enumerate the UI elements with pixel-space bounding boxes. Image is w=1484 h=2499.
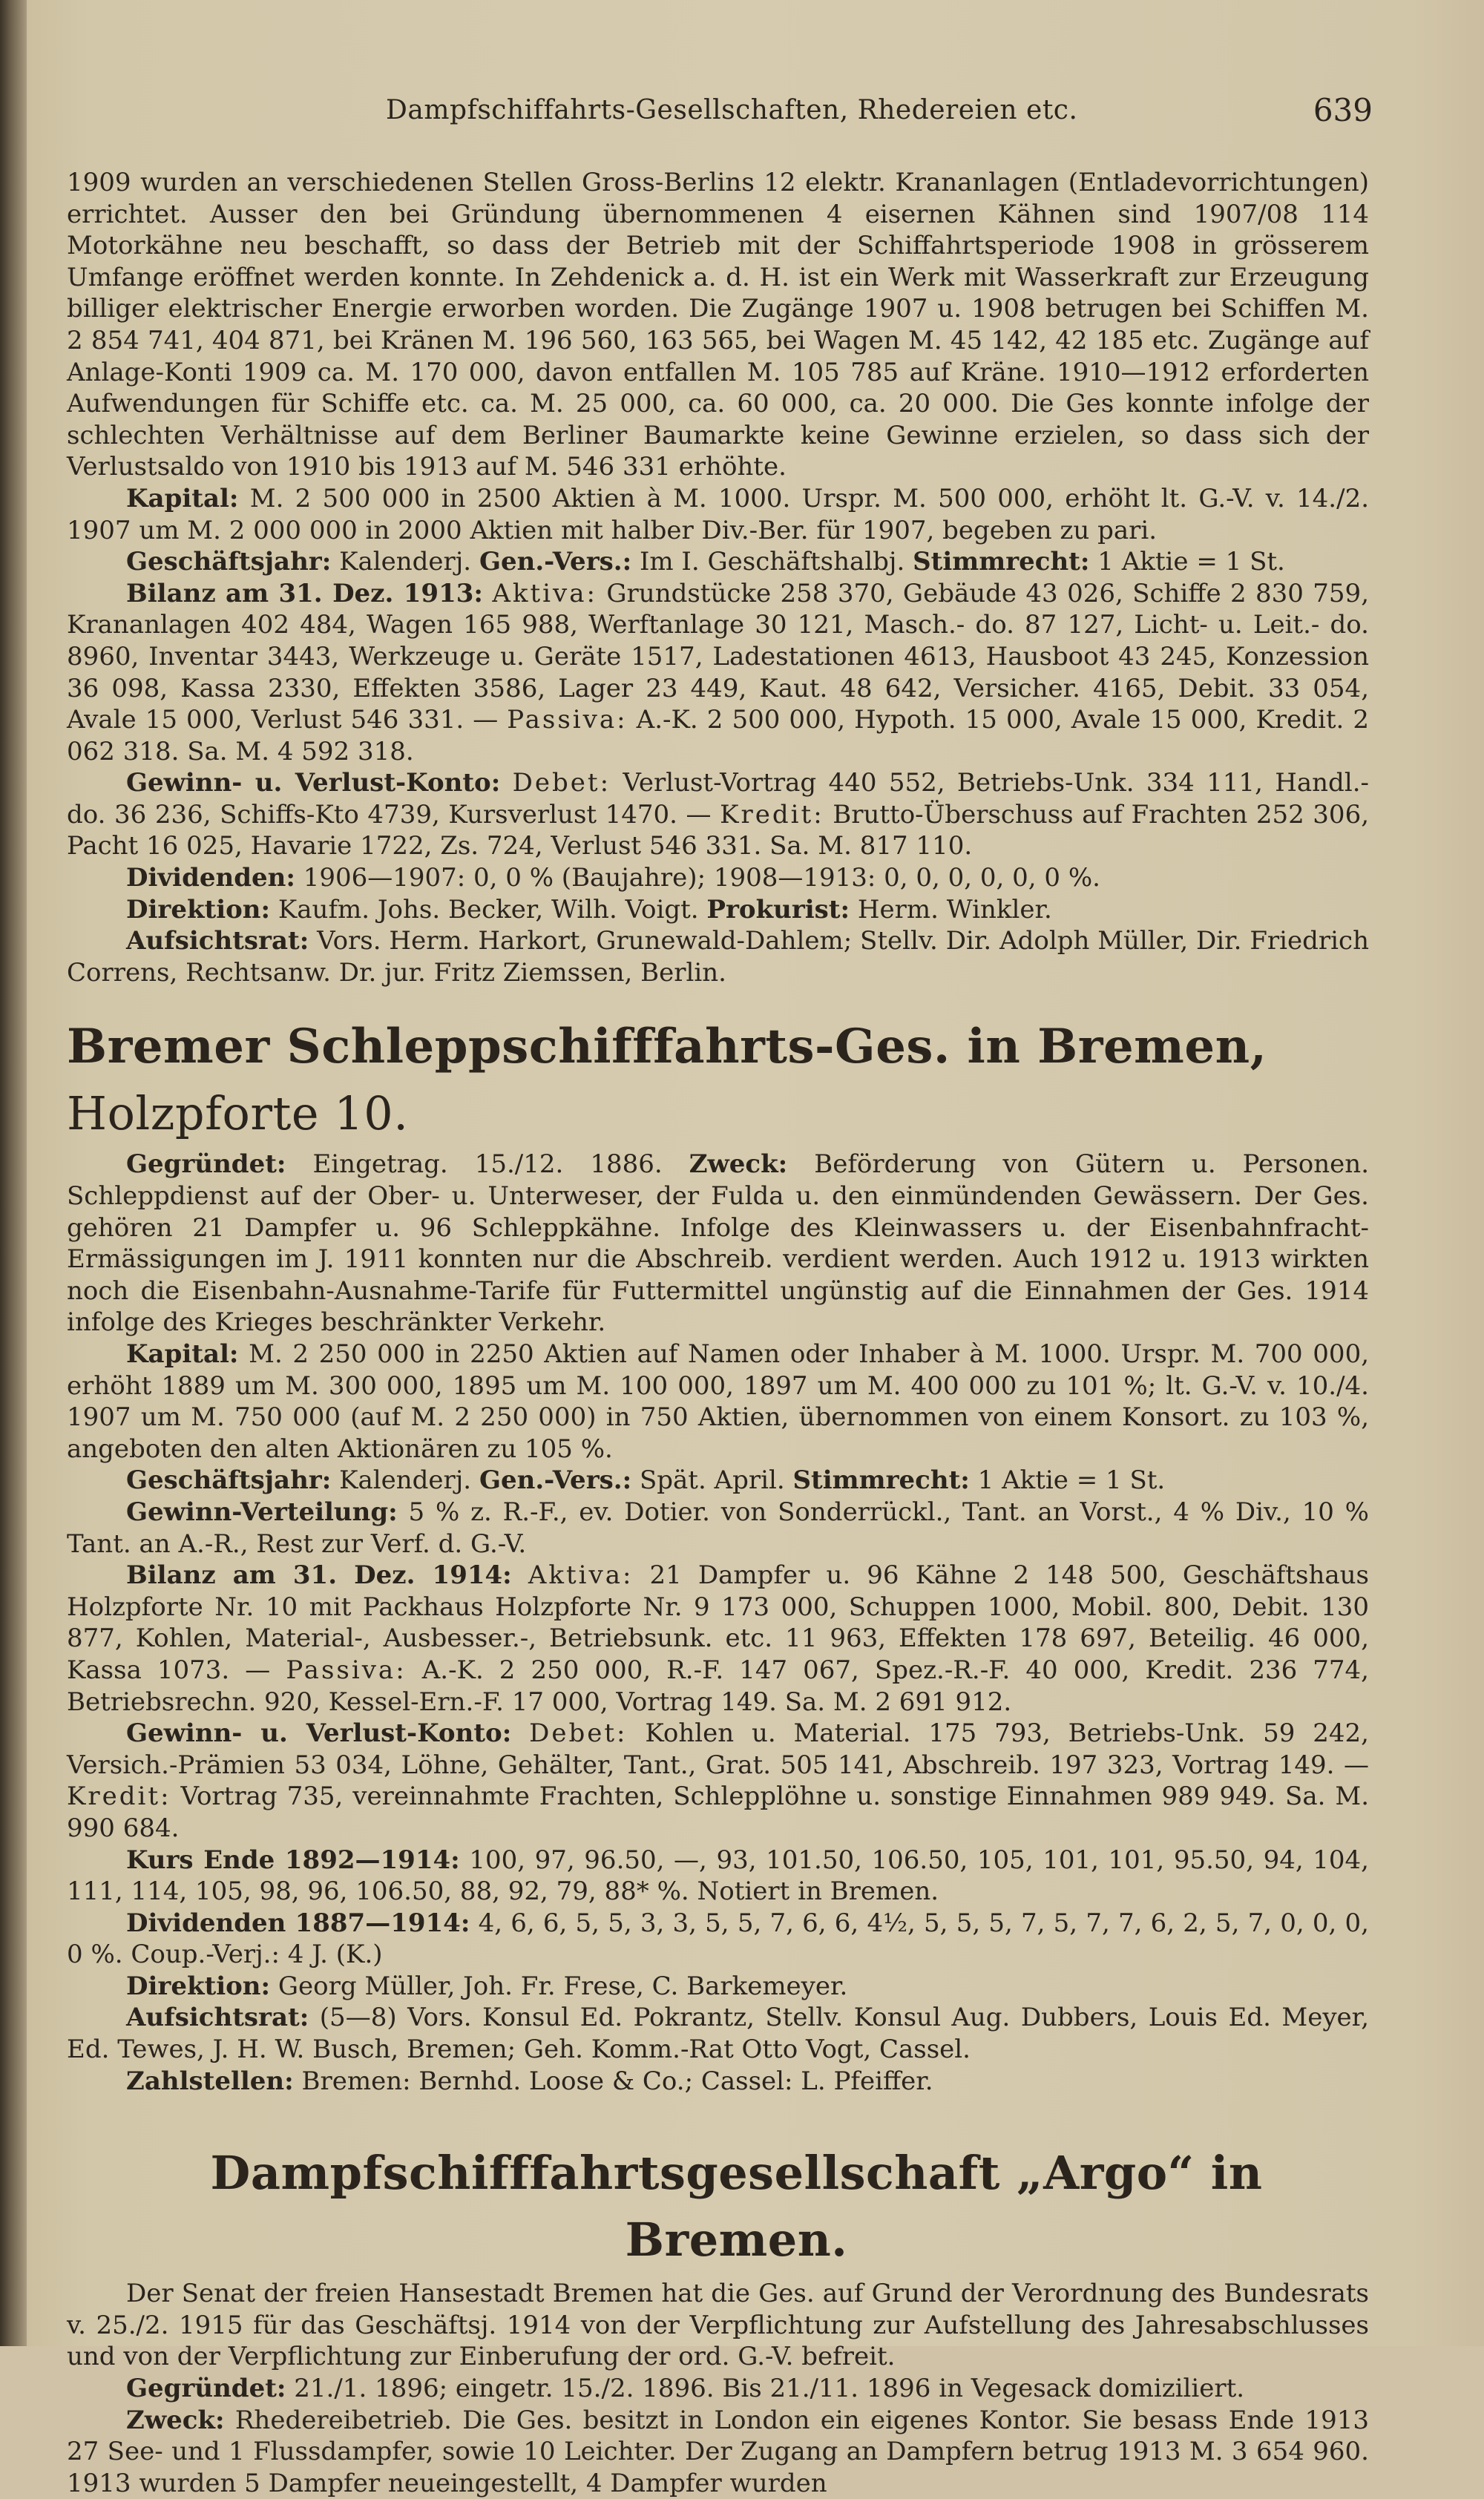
section2-title: Bremer Schleppschifffahrts-Ges. in Bremen,: [67, 1019, 1267, 1075]
aktiva-label: Aktiva:: [492, 578, 597, 608]
stimmrecht-text: 1 Aktie = 1 St.: [977, 1465, 1166, 1496]
kredit-text: Brutto-Überschuss auf Frachten 252 306, Pacht 16 025, Havarie 1722, Zs. 724, Verlust 546 331. Sa. M. 817 110.: [67, 799, 1370, 861]
aufsichtsrat-text: Vors. Herm. Harkort, Grunewald-Dahlem; Stellv. Dir. Adolph Müller, Dir. Friedrich Correns, Rechtsanw. Dr. jur. Fritz Ziemssen, Berlin.: [67, 926, 1369, 988]
gegruendet-label: Gegründet:: [126, 2374, 286, 2404]
section2-kapital: [67, 1339, 1369, 1465]
bilanz-label: Bilanz am 31. Dez. 1914:: [126, 1560, 512, 1591]
section3-intro: Der Senat der freien Hansestadt Bremen hat die Ges. auf Grund der Verordnung des Bundesrats v. 25./2. 1915 für das Geschäftsj. 1914 von der Verpflichtung zur Aufstellung des Jahresabschlusses und von der Verpflichtung zur Einberufung der ord. G.-V. befreit.: [67, 2279, 1369, 2372]
gen-vers-label: Gen.-Vers.:: [479, 1465, 632, 1496]
geschaeftsjahr-text: Kalenderj.: [339, 547, 472, 577]
section2-bilanz: [67, 1560, 1369, 1718]
aufsichtsrat-text: (5—8) Vors. Konsul Ed. Pokrantz, Stellv. Konsul Aug. Dubbers, Louis Ed. Meyer, Ed. Tewes, J. H. W. Busch, Bremen; Geh. Komm.-Rat Otto Vogt, Cassel.: [67, 2003, 1370, 2065]
section1-direktion: [67, 894, 1369, 926]
zahlstellen-label: Zahlstellen:: [126, 2066, 294, 2096]
zweck-text: Beförderung von Gütern u. Personen. Schleppdienst auf der Ober- u. Unterweser, der Fulda u. den einmündenden Gewässern. Der Ges. gehören 21 Dampfer u. 96 Schleppkähne. Infolge des Kleinwassers u. der Eisenbahnfracht-Ermässigungen im J. 1911 konnten nur die Abschreib. verdient werden. Auch 1912 u. 1913 wirkten noch die Eisenbahn-Ausnahme-Tarife für Futtermittel ungünstig auf die Einnahmen der Ges. 1914 infolge des Krieges beschränkter Verkehr.: [67, 1149, 1370, 1338]
section1-kapital: [67, 483, 1369, 546]
section3-zweck: [67, 2405, 1369, 2499]
page-number: 639: [1313, 92, 1373, 128]
section2-direktion: [67, 1971, 1369, 2003]
zahlstellen-text: Bremen: Bernhd. Loose & Co.; Cassel: L. Pfeiffer.: [301, 2066, 933, 2096]
section1-aufsichtsrat: [67, 925, 1369, 988]
gen-vers-text: Spät. April.: [639, 1465, 785, 1496]
kurs-label: Kurs Ende 1892—1914:: [126, 1845, 460, 1875]
kredit-label: Kredit:: [67, 1782, 171, 1812]
kredit-label: Kredit:: [720, 799, 824, 830]
gegruendet-text: Eingetrag. 15./12. 1886.: [312, 1149, 663, 1180]
passiva-label: Passiva:: [286, 1655, 407, 1685]
kapital-label: Kapital:: [126, 1339, 239, 1369]
page-body: [67, 167, 1369, 2499]
passiva-label: Passiva:: [507, 705, 628, 735]
aktiva-text: Grundstücke 258 370, Gebäude 43 026, Schiffe 2 830 759, Krananlagen 402 484, Wagen 165 988, Werftanlage 30 121, Masch.- do. 87 127, Licht- u. Leit.- do. 8960, Inventar 3443, Werkzeuge u. Geräte 1517, Ladestationen 4613, Hausboot 43 245, Konzession 36 098, Kassa 2330, Effekten 3586, Lager 23 449, Kaut. 48 642, Versicher. 4165, Debit. 33 054, Avale 15 000, Verlust 546 331. —: [67, 578, 1369, 735]
guv-label: Gewinn- u. Verlust-Konto:: [126, 1718, 512, 1749]
direktion-label: Direktion:: [126, 894, 271, 925]
running-title: Dampfschiffahrts-Gesellschaften, Rhedereien etc.: [386, 95, 1078, 125]
debet-text: Kohlen u. Material. 175 793, Betriebs-Unk. 59 242, Versich.-Prämien 53 034, Löhne, Gehälter, Tant., Grat. 505 141, Abschreib. 197 323, Vortrag 149. —: [67, 1718, 1369, 1780]
geschaeftsjahr-label: Geschäftsjahr:: [126, 547, 332, 577]
guv-label: Gewinn- u. Verlust-Konto:: [126, 768, 501, 798]
section2-gegruendet: [67, 1149, 1369, 1339]
dividenden-text: 4, 6, 6, 5, 5, 3, 3, 5, 5, 7, 6, 6, 4½, 5, 5, 5, 7, 5, 7, 7, 6, 2, 5, 7, 0, 0, 0, 0 %. Coup.-Verj.: 4 J. (K.): [67, 1908, 1369, 1970]
gewinn-verteilung-text: 5 % z. R.-F., ev. Dotier. von Sonderrückl., Tant. an Vorst., 4 % Div., 10 % Tant. an A.-R., Rest zur Verf. d. G.-V.: [67, 1497, 1369, 1559]
stimmrecht-text: 1 Aktie = 1 St.: [1097, 547, 1285, 577]
stimmrecht-label: Stimmrecht:: [792, 1465, 970, 1496]
gen-vers-label: Gen.-Vers.:: [479, 547, 632, 577]
aktiva-label: Aktiva:: [528, 1560, 634, 1591]
geschaeftsjahr-text: Kalenderj.: [339, 1465, 472, 1496]
section3-gegruendet: [67, 2373, 1369, 2405]
section2-aufsichtsrat: [67, 2002, 1369, 2065]
section2-dividenden: [67, 1908, 1369, 1971]
aufsichtsrat-label: Aufsichtsrat:: [126, 2003, 309, 2033]
passiva-text: A.-K. 2 250 000, R.-F. 147 067, Spez.-R.-F. 40 000, Kredit. 236 774, Betriebsrechn. 920, Kessel-Ern.-F. 17 000, Vortrag 149. Sa. M. 2 691 912.: [67, 1655, 1369, 1717]
zweck-label: Zweck:: [126, 2405, 225, 2435]
section1-guv: [67, 767, 1369, 862]
prokurist-text: Herm. Winkler.: [857, 894, 1052, 925]
section3-title: Dampfschifffahrtsgesellschaft „Argo“ in Bremen.: [210, 2146, 1263, 2268]
passiva-text: A.-K. 2 500 000, Hypoth. 15 000, Avale 15 000, Kredit. 2 062 318. Sa. M. 4 592 318.: [67, 705, 1370, 766]
kapital-text: M. 2 250 000 in 2250 Aktien auf Namen oder Inhaber à M. 1000. Urspr. M. 700 000, erhöht 1889 um M. 300 000, 1895 um M. 100 000, 1897 um M. 400 000 zu 101 %; lt. G.-V. v. 10./4. 1907 um M. 750 000 (auf M. 2 250 000) in 750 Aktien, übernommen von einem Konsort. zu 103 %, angeboten den alten Aktionären zu 105 %.: [67, 1339, 1370, 1464]
dividenden-label: Dividenden:: [126, 863, 295, 893]
debet-label: Debet:: [529, 1718, 628, 1749]
kapital-text: M. 2 500 000 in 2500 Aktien à M. 1000. Urspr. M. 500 000, erhöht lt. G.-V. v. 14./2. 1907 um M. 2 000 000 in 2000 Aktien mit halber Div.-Ber. für 1907, begeben zu pari.: [67, 483, 1370, 545]
gen-vers-text: Im I. Geschäftshalbj.: [639, 547, 905, 577]
section2-guv: [67, 1718, 1369, 1844]
kapital-label: Kapital:: [126, 483, 239, 513]
section1-intro: 1909 wurden an verschiedenen Stellen Gross-Berlins 12 elektr. Krananlagen (Entladevorrichtungen) errichtet. Ausser den bei Gründung übernommenen 4 eisernen Kähnen sind 1907/08 114 Motorkähne neu beschafft, so dass der Betrieb mit der Schiffahrtsperiode 1908 in grösserem Umfange eröffnet werden konnte. In Zehdenick a. d. H. ist ein Werk mit Wasserkraft zur Erzeugung billiger elektrischer Energie erworben worden. Die Zugänge 1907 u. 1908 betrugen bei Schiffen M. 2 854 741, 404 871, bei Kränen M. 196 560, 163 565, bei Wagen M. 45 142, 42 185 etc. Zugänge auf Anlage-Konti 1909 ca. M. 170 000, davon entfallen M. 105 785 auf Kräne. 1910—1912 erforderten Aufwendungen für Schiffe etc. ca. M. 25 000, ca. 60 000, ca. 20 000. Die Ges konnte infolge der schlechten Verhältnisse auf dem Berliner Baumarkte keine Gewinne erzielen, so dass sich der Verlustsaldo von 1910 bis 1913 auf M. 546 331 erhöhte.: [67, 168, 1369, 482]
gegruendet-text: 21./1. 1896; eingetr. 15./2. 1896. Bis 21./11. 1896 in Vegesack domiziliert.: [294, 2374, 1245, 2404]
kredit-text: Vortrag 735, vereinnahmte Frachten, Schlepplöhne u. sonstige Einnahmen 989 949. Sa. M. 990 684.: [67, 1782, 1370, 1843]
dividenden-text: 1906—1907: 0, 0 % (Baujahre); 1908—1913: 0, 0, 0, 0, 0, 0 %.: [303, 863, 1100, 893]
section1-meta: [67, 546, 1369, 578]
geschaeftsjahr-label: Geschäftsjahr:: [126, 1465, 332, 1496]
zweck-text: Rhedereibetrieb. Die Ges. besitzt in London ein eigenes Kontor. Sie besass Ende 1913 27 See- und 1 Flussdampfer, sowie 10 Leichter. Der Zugang an Dampfern betrug 1913 M. 3 654 960. 1913 wurden 5 Dampfer neueingestellt, 4 Dampfer wurden: [67, 2405, 1369, 2498]
section2-gewinn-verteilung: [67, 1497, 1369, 1560]
prokurist-label: Prokurist:: [706, 894, 850, 925]
section2-meta: [67, 1465, 1369, 1497]
gewinn-verteilung-label: Gewinn-Verteilung:: [126, 1497, 398, 1527]
page-header: [67, 92, 1373, 139]
zweck-label: Zweck:: [689, 1149, 788, 1180]
direktion-text: Georg Müller, Joh. Fr. Frese, C. Barkemeyer.: [278, 1971, 848, 2001]
stimmrecht-label: Stimmrecht:: [913, 547, 1090, 577]
kurs-text: 100, 97, 96.50, —, 93, 101.50, 106.50, 105, 101, 101, 95.50, 94, 104, 111, 114, 105, 98, 96, 106.50, 88, 92, 79, 88* %. Notiert in Bremen.: [67, 1845, 1369, 1907]
section2-heading: [67, 1014, 1369, 1147]
debet-text: Verlust-Vortrag 440 552, Betriebs-Unk. 334 111, Handl.- do. 36 236, Schiffs-Kto 4739, Kursverlust 1470. —: [67, 768, 1369, 830]
bilanz-label: Bilanz am 31. Dez. 1913:: [126, 578, 483, 608]
debet-label: Debet:: [512, 768, 611, 798]
direktion-text: Kaufm. Johs. Becker, Wilh. Voigt.: [278, 894, 699, 925]
section1-bilanz: [67, 578, 1369, 768]
book-spine-shadow: [0, 0, 27, 2346]
section2-zahlstellen: [67, 2066, 1369, 2098]
section2-address: Holzpforte 10.: [67, 1086, 409, 1141]
aufsichtsrat-label: Aufsichtsrat:: [126, 926, 309, 956]
direktion-label: Direktion:: [126, 1971, 271, 2001]
aktiva-text: 21 Dampfer u. 96 Kähne 2 148 500, Geschäftshaus Holzpforte Nr. 10 mit Packhaus Holzpforte Nr. 9 173 000, Schuppen 1000, Mobil. 800, Debit. 130 877, Kohlen, Material-, Ausbesser.-, Betriebsunk. etc. 11 963, Effekten 178 697, Beteilig. 46 000, Kassa 1073. —: [67, 1560, 1369, 1685]
gegruendet-label: Gegründet:: [126, 1149, 286, 1180]
section1-dividenden: [67, 862, 1369, 894]
dividenden-label: Dividenden 1887—1914:: [126, 1908, 470, 1938]
section2-kurs: [67, 1845, 1369, 1908]
